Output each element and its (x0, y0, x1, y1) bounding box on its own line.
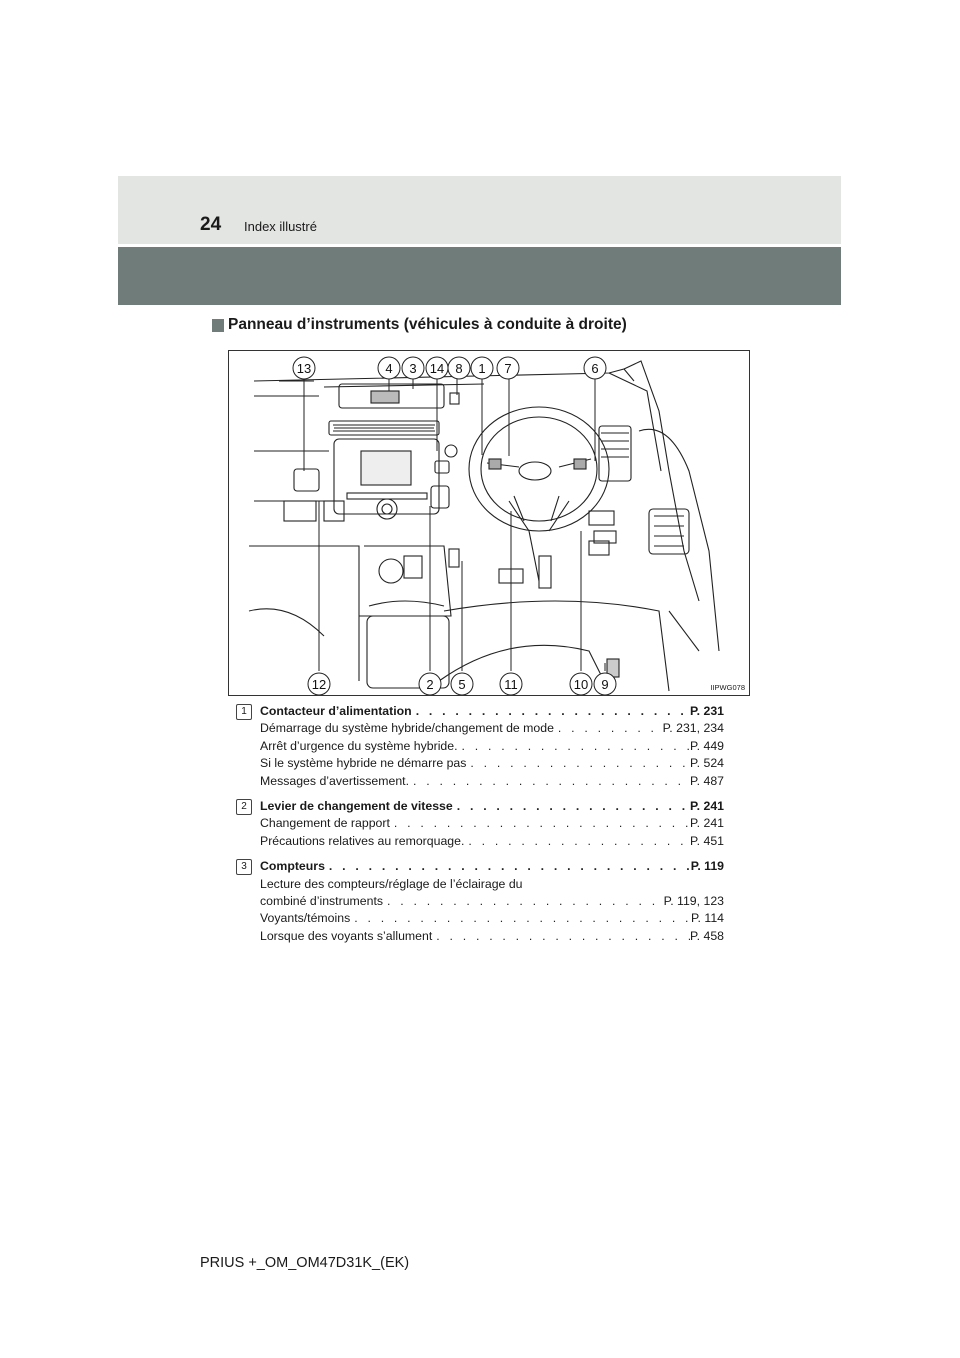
entry-subrow[interactable] (260, 720, 724, 737)
leader-dots (453, 798, 690, 815)
entry-main-row[interactable] (260, 858, 724, 875)
leader-dots (350, 910, 691, 927)
entry-subtitle: Messages d’avertissement. (260, 773, 409, 788)
entry-subrow[interactable] (260, 773, 724, 790)
index-entry-3 (236, 858, 724, 945)
entry-subrow[interactable] (260, 755, 724, 772)
callout-label: 6 (591, 361, 599, 376)
index-entries (236, 703, 724, 953)
callout-13 (293, 357, 315, 379)
instrument-panel-illustration (228, 350, 750, 696)
entry-subtitle: combiné d’instruments (260, 894, 384, 909)
entry-subrow[interactable] (260, 928, 724, 945)
callout-5 (451, 673, 473, 695)
page-reference[interactable]: P. 231, 234 (662, 721, 724, 736)
callout-label: 2 (426, 677, 434, 692)
entry-subrow[interactable] (260, 893, 724, 910)
page-reference[interactable]: P. 524 (690, 756, 724, 771)
index-entry-1 (236, 703, 724, 790)
leader-dots (409, 773, 690, 790)
section-heading-text: Panneau d’instruments (véhicules à conduite à droite) (228, 316, 627, 333)
callout-label: 14 (429, 361, 445, 376)
leader-dots (466, 755, 690, 772)
callout-label: 11 (504, 677, 518, 692)
entry-number-badge: 1 (236, 704, 252, 720)
entry-title: Contacteur d’alimentation (260, 704, 412, 718)
page-reference[interactable]: P. 119 (690, 859, 724, 874)
page-reference[interactable]: P. 119, 123 (663, 894, 724, 909)
entry-title: Compteurs (260, 859, 325, 874)
entry-subtitle: Lorsque des voyants s’allument (260, 928, 433, 943)
chapter-title: Index illustré (244, 219, 317, 234)
entry-subrow[interactable] (260, 738, 724, 755)
entry-subtitle: Précautions relatives au remorquage. (260, 833, 465, 848)
callout-label: 9 (601, 677, 609, 692)
entry-subtitle: Si le système hybride ne démarre pas (260, 756, 467, 771)
callout-label: 5 (458, 677, 466, 692)
page-reference[interactable]: P. 241 (690, 799, 724, 814)
index-entry-2 (236, 798, 724, 850)
callout-label: 12 (311, 677, 327, 692)
page-reference[interactable]: P. 449 (690, 738, 724, 753)
callout-8 (448, 357, 470, 379)
leader-dots (390, 815, 690, 832)
entry-main-row[interactable] (260, 703, 724, 720)
callout-label: 10 (573, 677, 589, 692)
page-number: 24 (200, 214, 222, 235)
entry-main-row[interactable] (260, 798, 724, 815)
leader-dots (432, 928, 690, 945)
page-reference[interactable]: P. 458 (690, 928, 724, 943)
callout-3 (402, 357, 424, 379)
leader-dots (325, 858, 691, 875)
dashboard-drawing (229, 351, 749, 695)
entry-subtitle: Arrêt d’urgence du système hybride. (260, 738, 458, 753)
entry-subtitle: Lecture des compteurs/réglage de l’éclairage du (260, 876, 523, 891)
callout-11 (500, 673, 522, 695)
footer-model-code: PRIUS +_OM_OM47D31K_(EK) (200, 1255, 410, 1271)
callout-7 (497, 357, 519, 379)
leader-dots (383, 893, 664, 910)
entry-number-badge: 2 (236, 799, 252, 815)
callout-4 (378, 357, 400, 379)
callout-label: 13 (296, 361, 312, 376)
leader-dots (412, 703, 690, 720)
entry-subtitle: Voyants/témoins (260, 911, 351, 926)
page-reference[interactable]: P. 451 (690, 833, 724, 848)
section-heading (212, 316, 627, 334)
callout-1 (471, 357, 493, 379)
leader-dots (464, 833, 690, 850)
callout-label: 3 (409, 361, 417, 376)
entry-title: Levier de changement de vitesse (260, 799, 453, 814)
leader-dots (554, 720, 663, 737)
page-reference[interactable]: P. 231 (690, 704, 724, 718)
callout-label: 1 (478, 361, 486, 376)
page-reference[interactable]: P. 114 (690, 911, 724, 926)
callout-9 (594, 673, 616, 695)
callout-label: 7 (504, 361, 512, 376)
entry-number-badge: 3 (236, 859, 252, 875)
figure-code: IIPWG078 (710, 683, 745, 692)
callout-label: 4 (385, 361, 393, 376)
title-band (118, 247, 841, 305)
page-reference[interactable]: P. 487 (690, 773, 724, 788)
entry-subtitle: Changement de rapport (260, 816, 390, 831)
callout-label: 8 (455, 361, 463, 376)
page-reference[interactable]: P. 241 (690, 816, 724, 831)
callout-6 (584, 357, 606, 379)
entry-subrow[interactable] (260, 833, 724, 850)
leader-dots (458, 738, 691, 755)
section-square-icon (212, 319, 224, 332)
callout-12 (308, 673, 330, 695)
callout-2 (419, 673, 441, 695)
callout-10 (570, 673, 592, 695)
entry-subrow[interactable] (260, 815, 724, 832)
entry-subtitle: Démarrage du système hybride/changement de mode (260, 721, 554, 736)
header-band (118, 176, 841, 244)
callout-14 (426, 357, 448, 379)
entry-subrow[interactable] (260, 910, 724, 927)
